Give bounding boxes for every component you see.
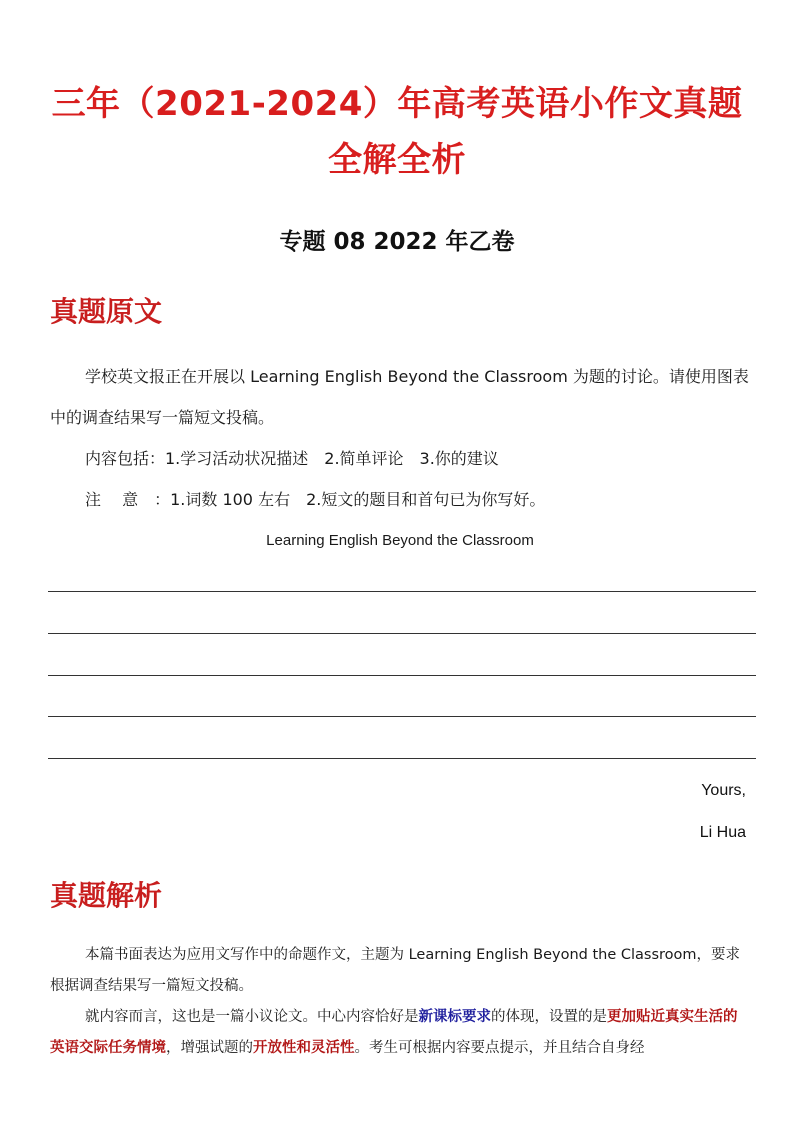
sign-off: Yours, [701,782,746,799]
analysis-text: 。考生可根据内容要点提示，并且结合自身经 [354,1040,645,1056]
analysis-text: 的体现，设置的是 [491,1009,607,1025]
analysis-paragraph-2 [50,1002,750,1064]
document-title: 三年（2021-2024）年高考英语小作文真题全解全析 [51,84,743,180]
writing-line-1 [48,591,756,592]
highlight-real-life: 更加贴近真实生活的英语交际任务情境 [50,1009,738,1056]
writing-line-4 [48,716,756,717]
notes: 注 意 ：1.词数 100 左右 2.短文的题目和首句已为你写好。 [85,490,546,509]
writing-line-3 [48,675,756,676]
signature-name: Li Hua [699,824,746,841]
essay-title: Learning English Beyond the Classroom [266,532,534,549]
prompt-text: 学校英文报正在开展以 Learning English Beyond the Classroom 为题的讨论。请使用图表中的调查结果写一篇短文投稿。 [50,367,749,427]
prompt-block [50,356,750,561]
section-heading-original: 真题原文 [50,295,163,328]
analysis-paragraph-1: 本篇书面表达为应用文写作中的命题作文，主题为 Learning English Beyond the Classroom，要求根据调查结果写一篇短文投稿。 [50,947,741,994]
analysis-text: ，增强试题的 [166,1040,253,1056]
analysis-block [50,940,750,1064]
writing-line-5 [48,758,756,759]
highlight-curriculum: 新课标要求 [418,1009,491,1025]
analysis-text: 就内容而言，这也是一篇小议论文。中心内容恰好是 [85,1009,419,1025]
highlight-openness: 开放性和灵活性 [253,1040,355,1056]
document-subtitle: 专题 08 2022 年乙卷 [279,229,515,255]
content-requirements: 内容包括：1.学习活动状况描述 2.简单评论 3.你的建议 [85,449,499,468]
writing-line-2 [48,633,756,634]
section-heading-analysis: 真题解析 [50,879,163,912]
